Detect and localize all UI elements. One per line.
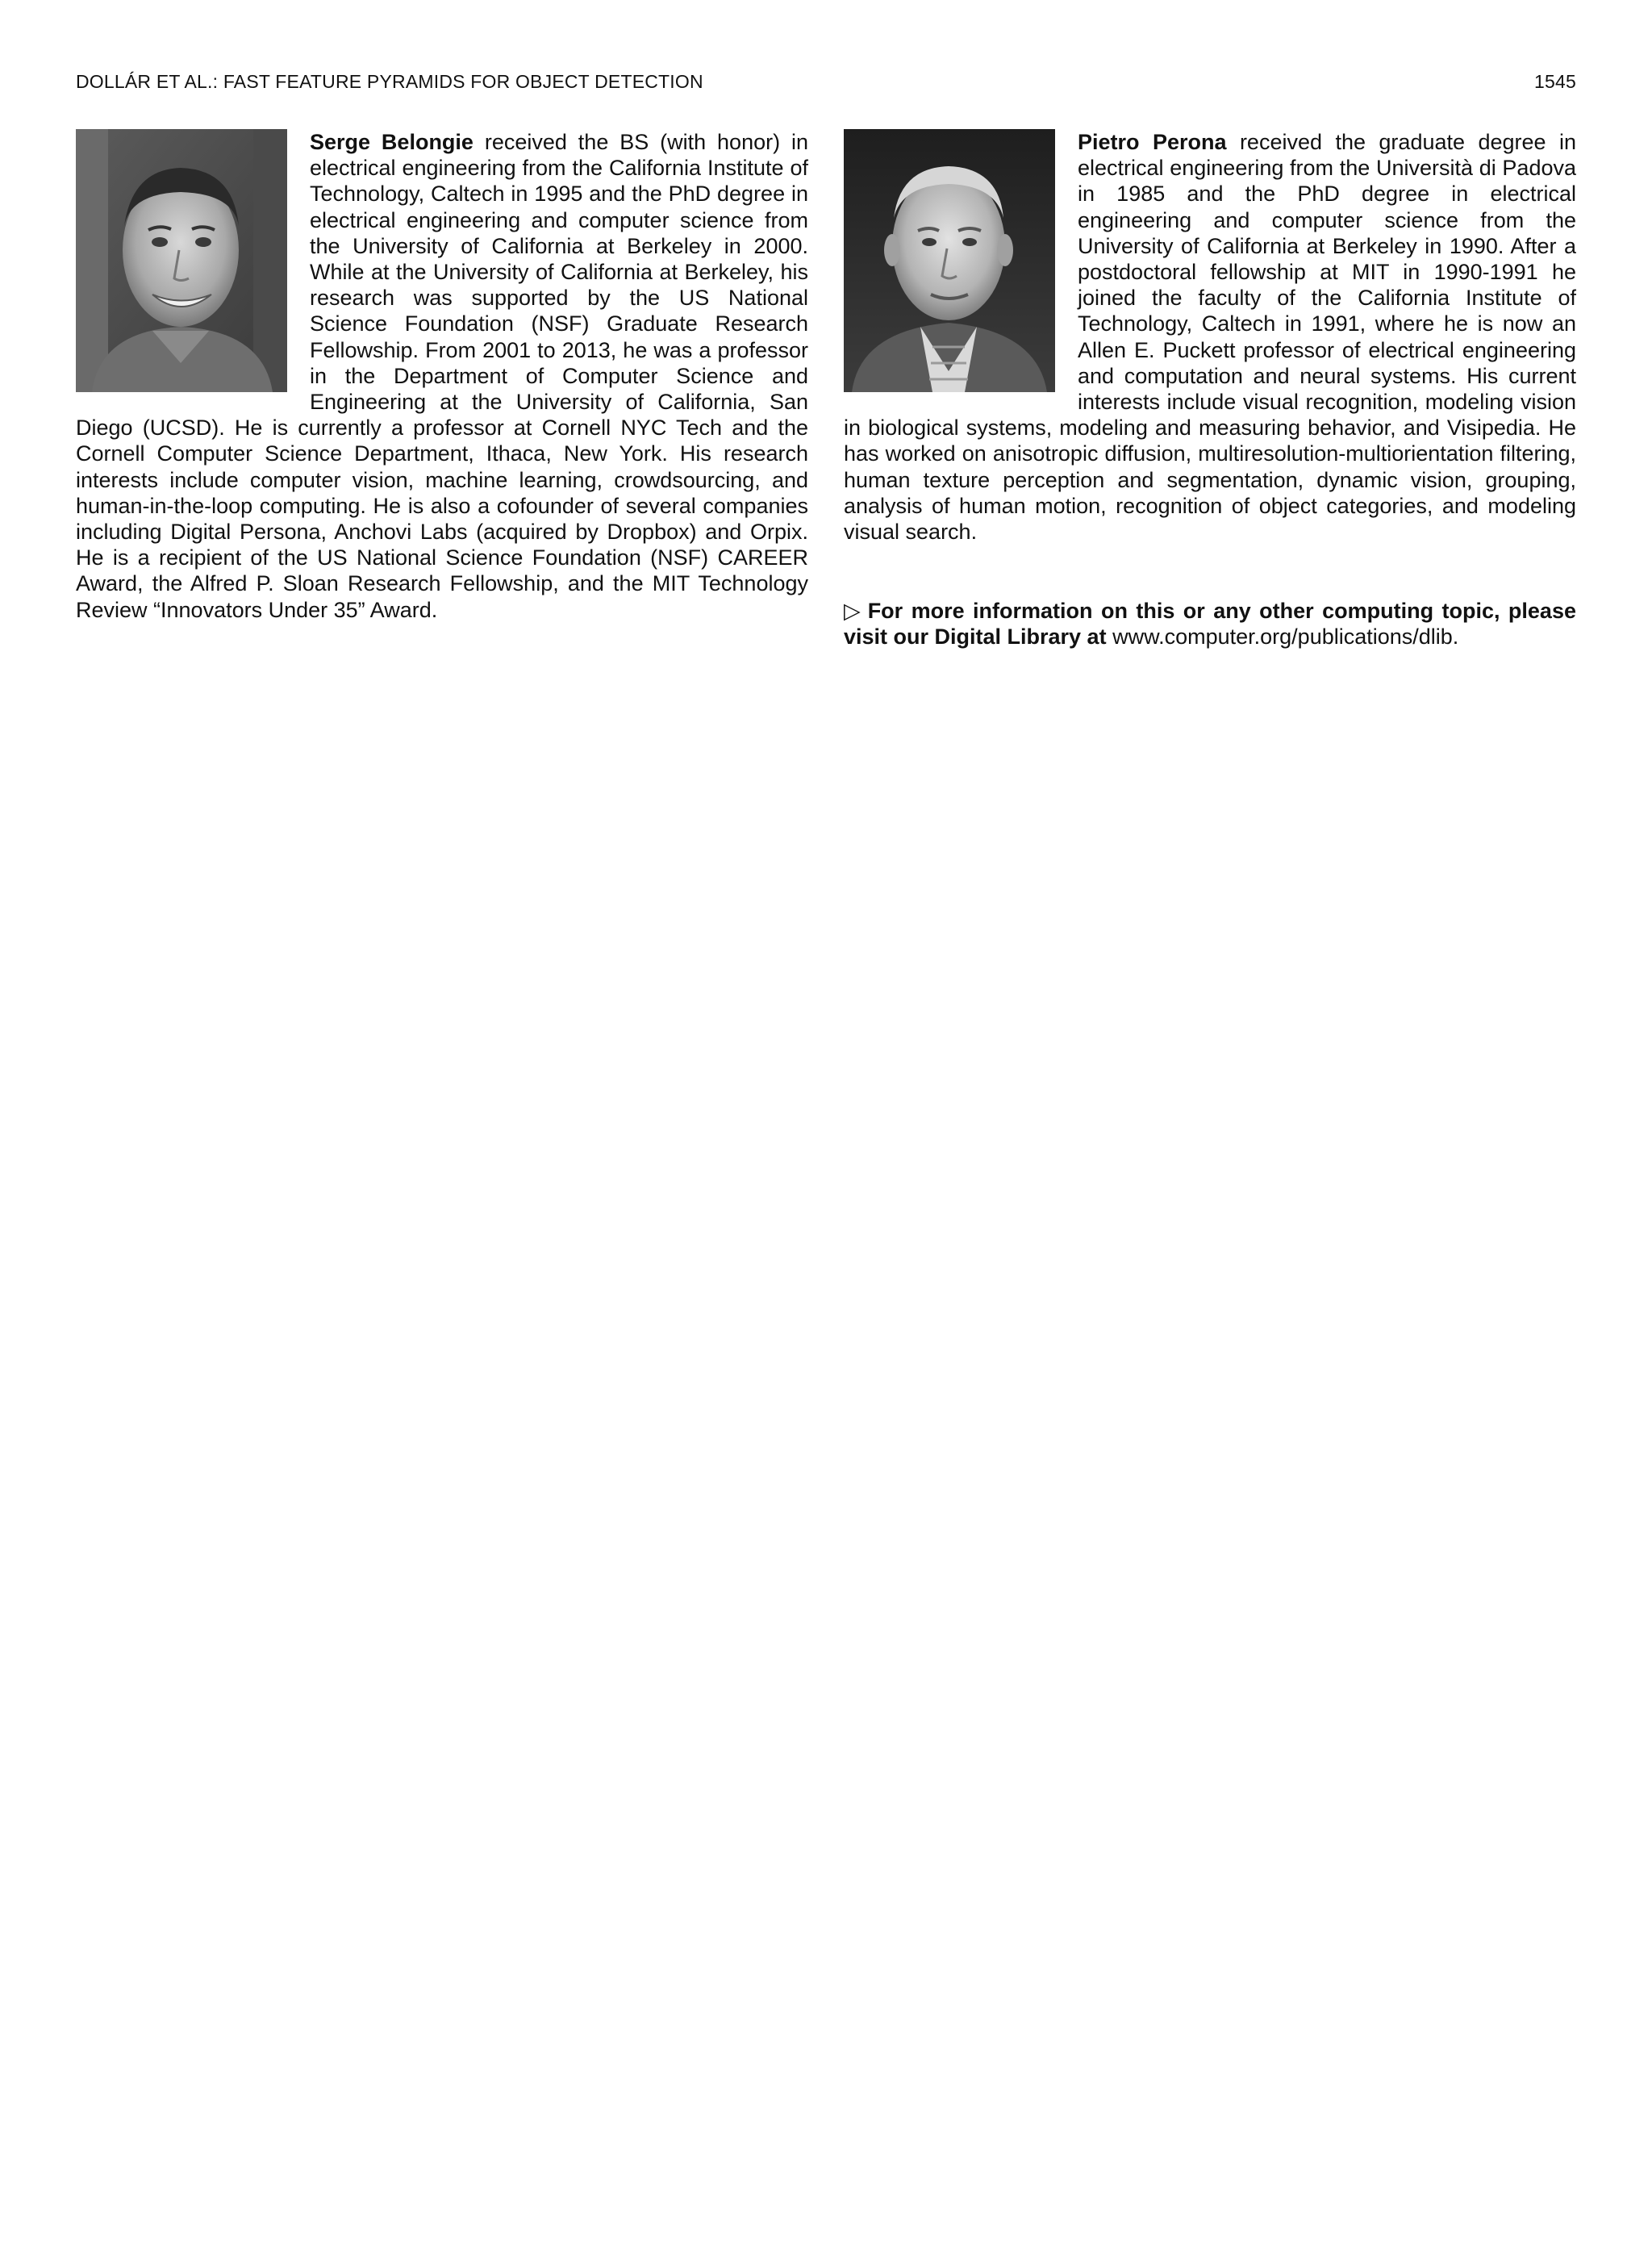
right-column	[844, 129, 1576, 650]
running-title: DOLLÁR ET AL.: FAST FEATURE PYRAMIDS FOR OBJECT DETECTION	[76, 71, 703, 92]
page-header	[76, 71, 1576, 100]
digital-library-url[interactable]: www.computer.org/publications/dlib.	[1106, 625, 1459, 650]
triangle-icon: ▷	[844, 599, 863, 624]
portrait-photo-2	[844, 129, 1055, 392]
portrait-photo-1	[76, 129, 287, 392]
digital-library-note	[844, 598, 1576, 650]
author-name: Pietro Perona	[1078, 130, 1227, 154]
portrait-photo-2-graphic	[844, 129, 1055, 392]
page-number: 1545	[1534, 71, 1576, 92]
bio-text: received the BS (with honor) in electrical engineering from the California Institute of Technology, Caltech in 1995 and the PhD degree in electrical engineering and computer science from the University of California at Berkeley in 2000. While at the University of California at Berkeley, his research was supported by the US National Science Foundation (NSF) Graduate Research Fellowship. From 2001 to 2013, he was a professor in the Department of Computer Science and Engineering at the University of California, San Diego (UCSD). He is currently a professor at Cornell NYC Tech and the Cornell Computer Science Department, Ithaca, New York. His research interests include computer vision, machine learning, crowdsourcing, and human-in-the-loop computing. He is also a cofounder of several companies including Digital Persona, Anchovi Labs (acquired by Dropbox) and Orpix. He is a recipient of the US National Science Foundation (NSF) CAREER Award, the Alfred P. Sloan Research Fellowship, and the MIT Technology Review “Innovators Under 35” Award.	[76, 130, 808, 622]
digital-library-text: For more information on this or any other computing topic, please visit our Digital Library at	[844, 599, 1576, 650]
bio-text: received the graduate degree in electrical engineering from the Università di Padova in 1985 and the PhD degree in electrical engineering and computer science from the University of California at Berkeley in 1990. After a postdoctoral fellowship at MIT in 1990-1991 he joined the faculty of the California Institute of Technology, Caltech in 1991, where he is now an Allen E. Puckett professor of electrical engineering and computation and neural systems. His current interests include visual recognition, modeling vision in biological systems, modeling and measuring behavior, and Visipedia. He has worked on anisotropic diffusion, multiresolution-multiorientation filtering, human texture perception and segmentation, dynamic vision, grouping, analysis of human motion, recognition of object categories, and modeling visual search.	[844, 130, 1576, 545]
left-column	[76, 129, 808, 623]
portrait-photo-1-graphic	[76, 129, 287, 392]
author-name: Serge Belongie	[310, 130, 473, 154]
